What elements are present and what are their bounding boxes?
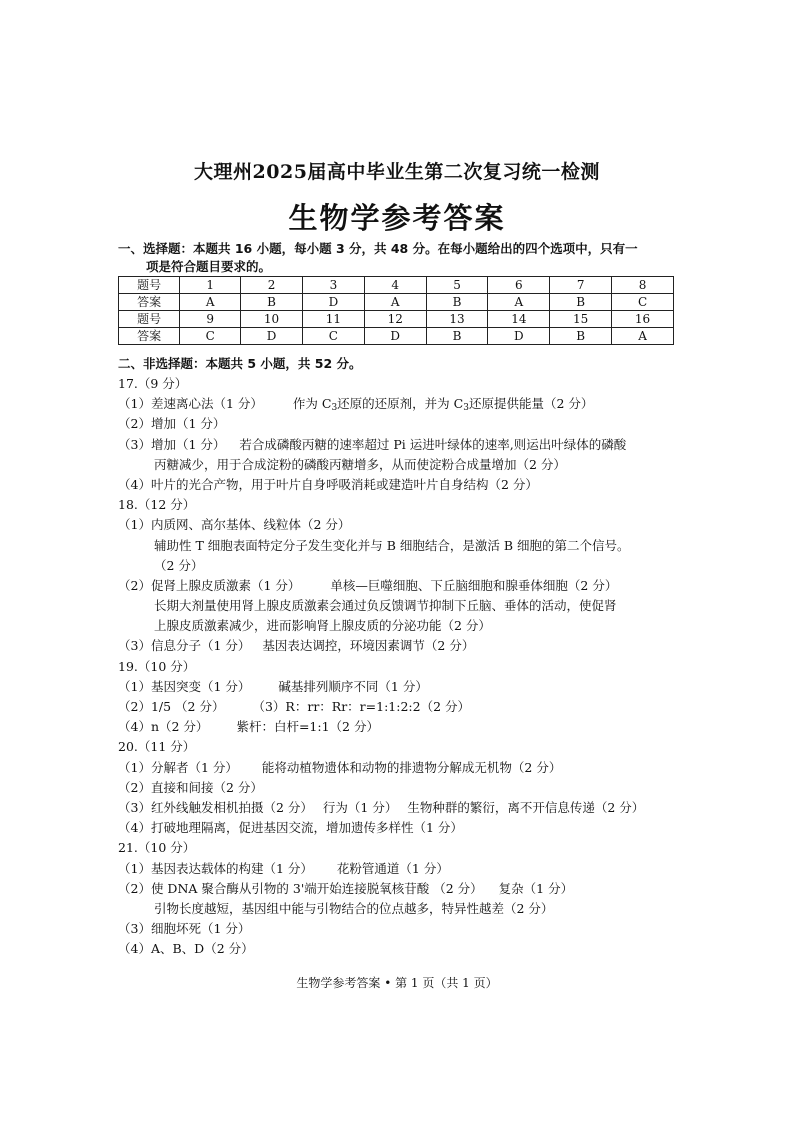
answer-text: 花粉管通道（1 分） (336, 860, 449, 876)
answer-line: （4）叶片的光合产物，用于叶片自身呼吸消耗或建造叶片自身结构（2 分） (118, 476, 538, 492)
answer-line (118, 636, 688, 656)
answer-text: 还原提供能量（2 分） (468, 396, 594, 412)
table-cell: 10 (241, 311, 303, 328)
answer-table (118, 276, 674, 345)
answer-line (118, 859, 688, 879)
table-cell: D (488, 328, 550, 345)
answer-line: （2 分） (154, 557, 204, 573)
table-cell: C (302, 328, 364, 345)
table-row (119, 311, 674, 328)
page-footer: 生物学参考答案 • 第 1 页（共 1 页） (296, 976, 498, 990)
answer-line: （3）细胞坏死（1 分） (118, 921, 251, 937)
table-cell: A (488, 294, 550, 311)
section-1-heading-line1: 一、选择题：本题共 16 小题，每小题 3 分，共 48 分。在每小题给出的四个选项中，只有一 (118, 241, 638, 256)
table-row (119, 328, 674, 345)
table-cell: 13 (426, 311, 488, 328)
table-cell: D (364, 328, 426, 345)
question-19-heading: 19.（10 分） (118, 658, 196, 674)
answer-text: 生物种群的繁衍，离不开信息传递（2 分） (407, 799, 645, 815)
table-cell: B (550, 294, 612, 311)
section-1-heading (118, 240, 688, 276)
table-cell: 15 (550, 311, 612, 328)
table-cell: D (241, 328, 303, 345)
table-cell: B (550, 328, 612, 345)
table-cell: 11 (302, 311, 364, 328)
table-cell: 3 (302, 277, 364, 294)
question-20-heading: 20.（11 分） (118, 739, 196, 755)
answer-text: 基因表达调控，环境因素调节（2 分） (262, 638, 475, 654)
table-cell: 16 (612, 311, 674, 328)
table-cell: B (426, 294, 488, 311)
answer-text: 复杂（1 分） (498, 880, 574, 896)
subscript: 3 (463, 403, 469, 414)
answer-text: 行为（1 分） (322, 799, 398, 815)
answer-line: 辅助性 T 细胞表面特定分子发生变化并与 B 细胞结合，是激活 B 细胞的第二个信号。 (154, 537, 630, 553)
answer-line (118, 798, 688, 818)
question-18-heading: 18.（12 分） (118, 497, 196, 513)
answer-line: （4）打破地理隔离，促进基因交流，增加遗传多样性（1 分） (118, 820, 463, 836)
answer-text: （3）红外线触发相机拍摄（2 分） (118, 799, 313, 815)
answers-body (118, 374, 688, 959)
question-17-heading: 17.（9 分） (118, 376, 188, 391)
answer-text: 若合成磷酸丙糖的速率超过 Pi 运进叶绿体的速率,则运出叶绿体的磷酸 (239, 436, 627, 452)
subscript: 3 (331, 403, 338, 414)
answer-text: 还原的还原剂，并为 C (337, 396, 464, 412)
table-row (119, 277, 674, 294)
answer-line: （4）A、B、D（2 分） (118, 941, 254, 957)
answer-text: （1）基因表达载体的构建（1 分） (118, 860, 313, 876)
answer-line: 长期大剂量使用肾上腺皮质激素会通过负反馈调节抑制下丘脑、垂体的活动，使促肾 (154, 598, 617, 614)
answer-line (118, 677, 688, 697)
answer-text: 碱基排列顺序不同（1 分） (278, 678, 428, 694)
table-cell: 7 (550, 277, 612, 294)
answer-text: 紫杆：白杆=1:1（2 分） (236, 719, 379, 735)
table-header-cell: 答案 (119, 328, 180, 345)
table-header-cell: 题号 (119, 311, 180, 328)
table-cell: A (612, 328, 674, 345)
answer-line: （1）内质网、高尔基体、线粒体（2 分） (118, 517, 351, 533)
table-cell: 14 (488, 311, 550, 328)
answer-text: （4）n（2 分） (118, 719, 209, 735)
table-cell: A (180, 294, 241, 311)
answer-line (118, 879, 688, 899)
answer-text: （3）增加（1 分） (118, 436, 226, 452)
answer-text: （3）信息分子（1 分） (118, 638, 251, 654)
answer-text: （2）使 DNA 聚合酶从引物的 3'端开始连接脱氧核苷酸 （2 分） (118, 880, 483, 896)
answer-line (118, 576, 688, 596)
document-subtitle: 生物学参考答案 (288, 201, 506, 235)
section-2-heading: 二、非选择题：本题共 5 小题，共 52 分。 (118, 356, 362, 371)
section-1-heading-line2: 项是符合题目要求的。 (146, 259, 272, 274)
table-header-cell: 题号 (119, 277, 180, 294)
table-cell: C (180, 328, 241, 345)
answer-line (118, 697, 688, 717)
answer-line: 上腺皮质激素减少，进而影响肾上腺皮质的分泌功能（2 分） (154, 618, 491, 634)
table-cell: B (241, 294, 303, 311)
table-cell: 1 (180, 277, 241, 294)
answer-text: （1）基因突变（1 分） (118, 678, 251, 694)
table-cell: 2 (241, 277, 303, 294)
answer-text: （3）R：rr：Rr：r=1:1:2:2（2 分） (252, 699, 471, 714)
answer-line: 引物长度越短，基因组中能与引物结合的位点越多，特异性越差（2 分） (154, 900, 554, 916)
table-header-cell: 答案 (119, 294, 180, 311)
answer-text: 作为 C (292, 396, 332, 412)
answer-text: （1）分解者（1 分） (118, 759, 238, 775)
answer-text: 能将动植物遗体和动物的排遗物分解成无机物（2 分） (261, 759, 562, 775)
question-21-heading: 21.（10 分） (118, 840, 196, 856)
exam-title: 大理州2025届高中毕业生第二次复习统一检测 (194, 161, 600, 183)
table-cell: 8 (612, 277, 674, 294)
table-cell: 6 (488, 277, 550, 294)
table-cell: 5 (426, 277, 488, 294)
table-cell: B (426, 328, 488, 345)
table-cell: C (612, 294, 674, 311)
answer-line (118, 435, 688, 455)
table-cell: A (364, 294, 426, 311)
answer-line: （2）增加（1 分） (118, 416, 226, 432)
table-cell: 12 (364, 311, 426, 328)
answer-text: （2）1/5 （2 分） (118, 699, 225, 714)
answer-line: （2）直接和间接（2 分） (118, 779, 263, 795)
answer-text: （1）差速离心法（1 分） (118, 396, 263, 412)
answer-line (118, 758, 688, 778)
answer-line (118, 394, 688, 414)
table-row (119, 294, 674, 311)
answer-line: 丙糖减少，用于合成淀粉的磷酸丙糖增多，从而使淀粉合成量增加（2 分） (154, 456, 566, 472)
table-cell: 9 (180, 311, 241, 328)
answer-text: （2）促肾上腺皮质激素（1 分） (118, 577, 301, 593)
answer-text: 单核—巨噬细胞、下丘脑细胞和腺垂体细胞（2 分） (330, 577, 618, 593)
table-cell: 4 (364, 277, 426, 294)
answer-line (118, 717, 688, 737)
table-cell: D (302, 294, 364, 311)
